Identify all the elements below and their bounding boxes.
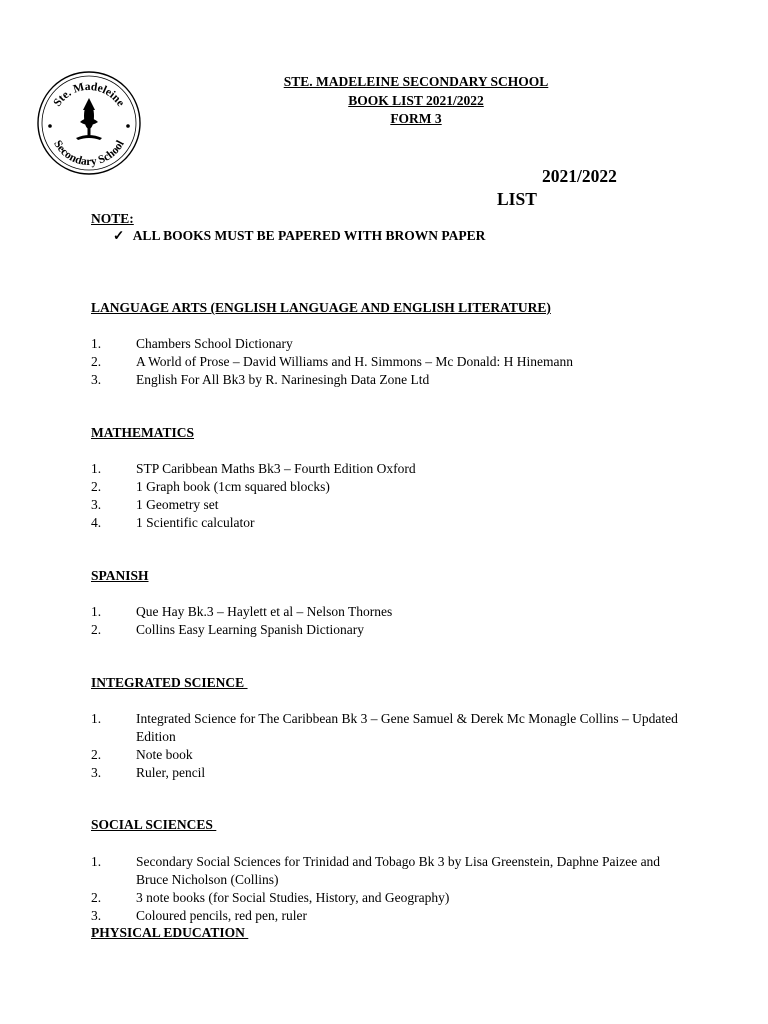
item-number: 4. — [91, 515, 102, 530]
section-heading-social-sciences: SOCIAL SCIENCES — [91, 817, 217, 832]
school-name: STE. MADELEINE SECONDARY SCHOOL — [283, 74, 549, 89]
list-item — [91, 907, 691, 925]
svg-text:Secondary School: Secondary School — [51, 138, 127, 169]
item-text: Collins Easy Learning Spanish Dictionary — [136, 622, 364, 637]
item-number: 2. — [91, 747, 102, 762]
item-text: 3 note books (for Social Studies, History, and Geography) — [136, 890, 450, 905]
section-heading-mathematics: MATHEMATICS — [91, 425, 195, 440]
item-text: 1 Scientific calculator — [136, 515, 255, 530]
item-text: Note book — [136, 747, 193, 762]
list-item — [91, 746, 691, 764]
item-number: 3. — [91, 908, 102, 923]
list-item — [91, 371, 691, 389]
note-text: ALL BOOKS MUST BE PAPERED WITH BROWN PAPER — [132, 228, 486, 243]
item-number: 1. — [91, 854, 102, 869]
book-list-title: BOOK LIST 2021/2022 — [348, 93, 484, 108]
note-item — [113, 228, 485, 244]
item-text: English For All Bk3 by R. Narinesingh Data Zone Ltd — [136, 372, 430, 387]
list-item — [91, 514, 691, 532]
item-number: 1. — [91, 461, 102, 476]
list-item — [91, 478, 691, 496]
item-text: 1 Graph book (1cm squared blocks) — [136, 479, 330, 494]
list-item — [91, 603, 691, 621]
list-item — [91, 853, 691, 889]
item-number: 2. — [91, 479, 102, 494]
list-item — [91, 764, 691, 782]
item-number: 1. — [91, 336, 102, 351]
list-item — [91, 460, 691, 478]
item-text: STP Caribbean Maths Bk3 – Fourth Edition Oxford — [136, 461, 416, 476]
item-number: 3. — [91, 372, 102, 387]
list-item — [91, 621, 691, 639]
item-number: 1. — [91, 711, 102, 726]
list-item — [91, 889, 691, 907]
item-text: Que Hay Bk.3 – Haylett et al – Nelson Thornes — [136, 604, 393, 619]
item-text: Secondary Social Sciences for Trinidad and Tobago Bk 3 by Lisa Greenstein, Daphne Paizee and Bruce Nicholson (Collins) — [136, 854, 661, 887]
item-text: A World of Prose – David Williams and H. Simmons – Mc Donald: H Hinemann — [136, 354, 573, 369]
svg-text:Ste. Madeleine: Ste. Madeleine — [51, 80, 127, 109]
list-heading: LIST — [497, 189, 537, 209]
note-label: NOTE: — [91, 211, 134, 226]
item-text: Chambers School Dictionary — [136, 336, 293, 351]
form-title: FORM 3 — [390, 111, 442, 126]
section-heading-spanish: SPANISH — [91, 568, 149, 583]
item-number: 1. — [91, 604, 102, 619]
section-heading-integrated-science: INTEGRATED SCIENCE — [91, 675, 248, 690]
checkmark-icon: ✓ — [113, 228, 125, 243]
list-item — [91, 353, 691, 371]
list-item — [91, 496, 691, 514]
item-number: 2. — [91, 622, 102, 637]
item-text: 1 Geometry set — [136, 497, 219, 512]
item-number: 2. — [91, 890, 102, 905]
item-text: Coloured pencils, red pen, ruler — [136, 908, 307, 923]
list-item — [91, 710, 691, 746]
item-number: 2. — [91, 354, 102, 369]
year-heading: 2021/2022 — [542, 166, 617, 186]
list-item — [91, 335, 691, 353]
section-heading-language-arts: LANGUAGE ARTS (ENGLISH LANGUAGE AND ENGLISH LITERATURE) — [91, 300, 551, 315]
item-text: Ruler, pencil — [136, 765, 206, 780]
item-text: Integrated Science for The Caribbean Bk 3 – Gene Samuel & Derek Mc Monagle Collins – Updated Edition — [136, 711, 678, 744]
section-heading-physical-education: PHYSICAL EDUCATION — [91, 925, 249, 940]
item-number: 3. — [91, 497, 102, 512]
item-number: 3. — [91, 765, 102, 780]
